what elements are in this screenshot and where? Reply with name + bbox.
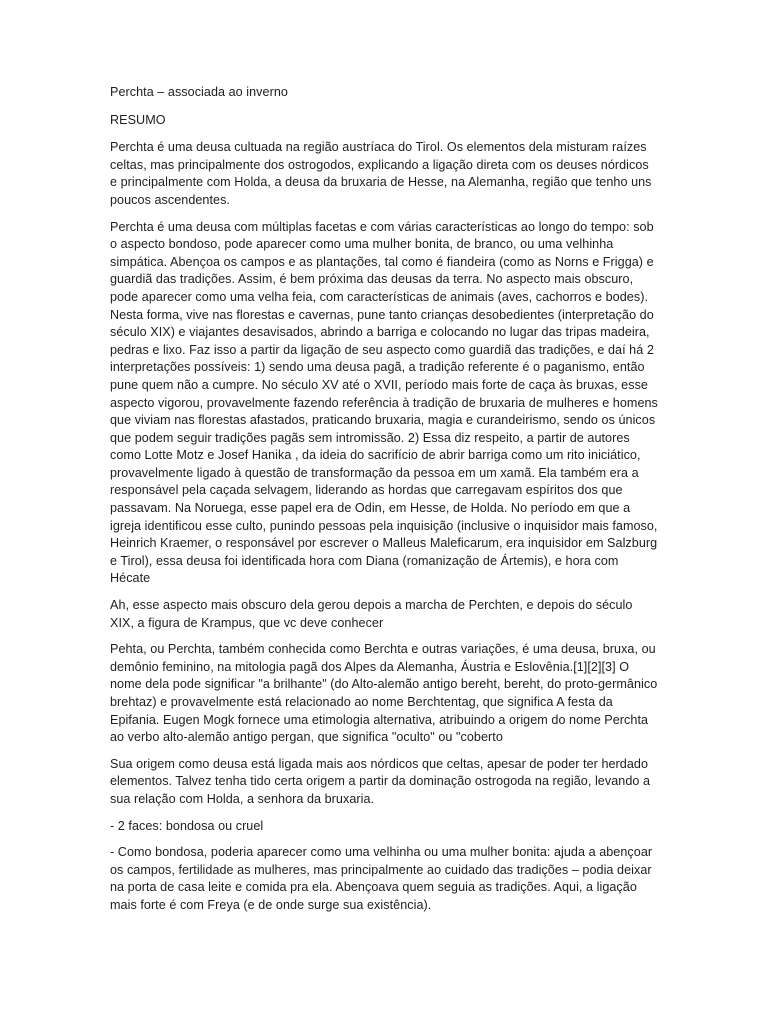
paragraph-1: Perchta é uma deusa cultuada na região austríaca do Tirol. Os elementos dela misturam raízes celtas, mas principalmente dos ostrogodos, explicando a ligação direta com os deuses nórdicos e principalmente com Holda, a deusa da bruxaria de Hesse, na Alemanha, região que tenho uns poucos ascendentes. xyxy=(110,140,652,207)
paragraph-5: Sua origem como deusa está ligada mais aos nórdicos que celtas, apesar de poder ter herdado elementos. Talvez tenha tido certa origem a partir da dominação ostrogoda na região, levando a sua relação com Holda, a senhora da bruxaria. xyxy=(110,756,651,806)
document-title: Perchta – associada ao inverno xyxy=(110,85,288,99)
paragraph-2: Perchta é uma deusa com múltiplas facetas e com várias características ao longo do tempo: sob o aspecto bondoso, pode aparecer como uma mulher bonita, de branco, ou uma velhinha simpática. Abençoa os campos e as plantações, tal como é fiandeira (como as Norns e Frigga) e guardiã das tradições. Assim, é bem próxima das deusas da terra. No aspecto mais obscuro, pode aparecer como uma velha feia, com características de animais (aves, cachorros e bodes). Nesta forma, vive nas florestas e cavernas, pune tanto crianças desobedientes (interpretação do século XIX) e viajantes desavisados, abrindo a barriga e colocando no lugar das tripas madeira, pedras e lixo. Faz isso a partir da ligação de seu aspecto como guardiã das tradições, e daí há 2 interpretações possíveis: 1) sendo uma deusa pagã, a tradição referente é o paganismo, então pune quem não a cumpre. No século XV até o XVII, período mais forte de caça às bruxas, esse aspecto vigorou, provavelmente fazendo referência à tradição de bruxaria de mulheres e homens que viviam nas florestas afastados, praticando bruxaria, magia e curandeirismo, sendo os únicos que podem seguir tradições pagãs sem intromissão. 2) Essa diz respeito, a partir de autores como Lotte Motz e Josef Hanika , da ideia do sacrifício de abrir barriga como um rito iniciático, provavelmente ligado à questão de transformação da pessoa em um xamã. Ela também era a responsável pela caçada selvagem, liderando as hordas que carregavam espíritos dos que passavam. Na Noruega, esse papel era de Odin, em Hesse, de Holda. No período em que a igreja identificou esse culto, punindo pessoas pela inquisição (inclusive o inquisidor mais famoso, Heinrich Kraemer, o responsável por escrever o Malleus Maleficarum, era inquisidor em Salzburg e Tirol), essa deusa foi identificada hora com Diana (romanização de Ártemis), e hora com Hécate xyxy=(110,219,658,586)
document-page xyxy=(110,84,658,924)
paragraph-3: Ah, esse aspecto mais obscuro dela gerou depois a marcha de Perchten, e depois do século XIX, a figura de Krampus, que vc deve conhecer xyxy=(110,598,633,630)
list-item-two-faces: - 2 faces: bondosa ou cruel xyxy=(110,818,264,833)
list-item-bondosa: - Como bondosa, poderia aparecer como uma velhinha ou uma mulher bonita: ajuda a abençoar os campos, fertilidade as mulheres, mas principalmente ao cuidado das tradições – podia deixar na porta de casa leite e comida pra ela. Abençoava quem seguia as tradições. Aqui, a ligação mais forte é com Freya (e de onde surge sua existência). xyxy=(110,845,653,912)
paragraph-4: Pehta, ou Perchta, também conhecida como Berchta e outras variações, é uma deusa, bruxa, ou demônio feminino, na mitologia pagã dos Alpes da Alemanha, Áustria e Eslovênia.[1][2][3] O nome dela pode significar "a brilhante" (do Alto-alemão antigo bereht, bereht, do proto-germânico brehtaz) e provavelmente está relacionado ao nome Berchtentag, que significa A festa da Epifania. Eugen Mogk fornece uma etimologia alternativa, atribuindo a origem do nome Perchta ao verbo alto-alemão antigo pergan, que significa "oculto" ou "coberto xyxy=(110,642,658,745)
section-heading-resumo: RESUMO xyxy=(110,112,166,127)
